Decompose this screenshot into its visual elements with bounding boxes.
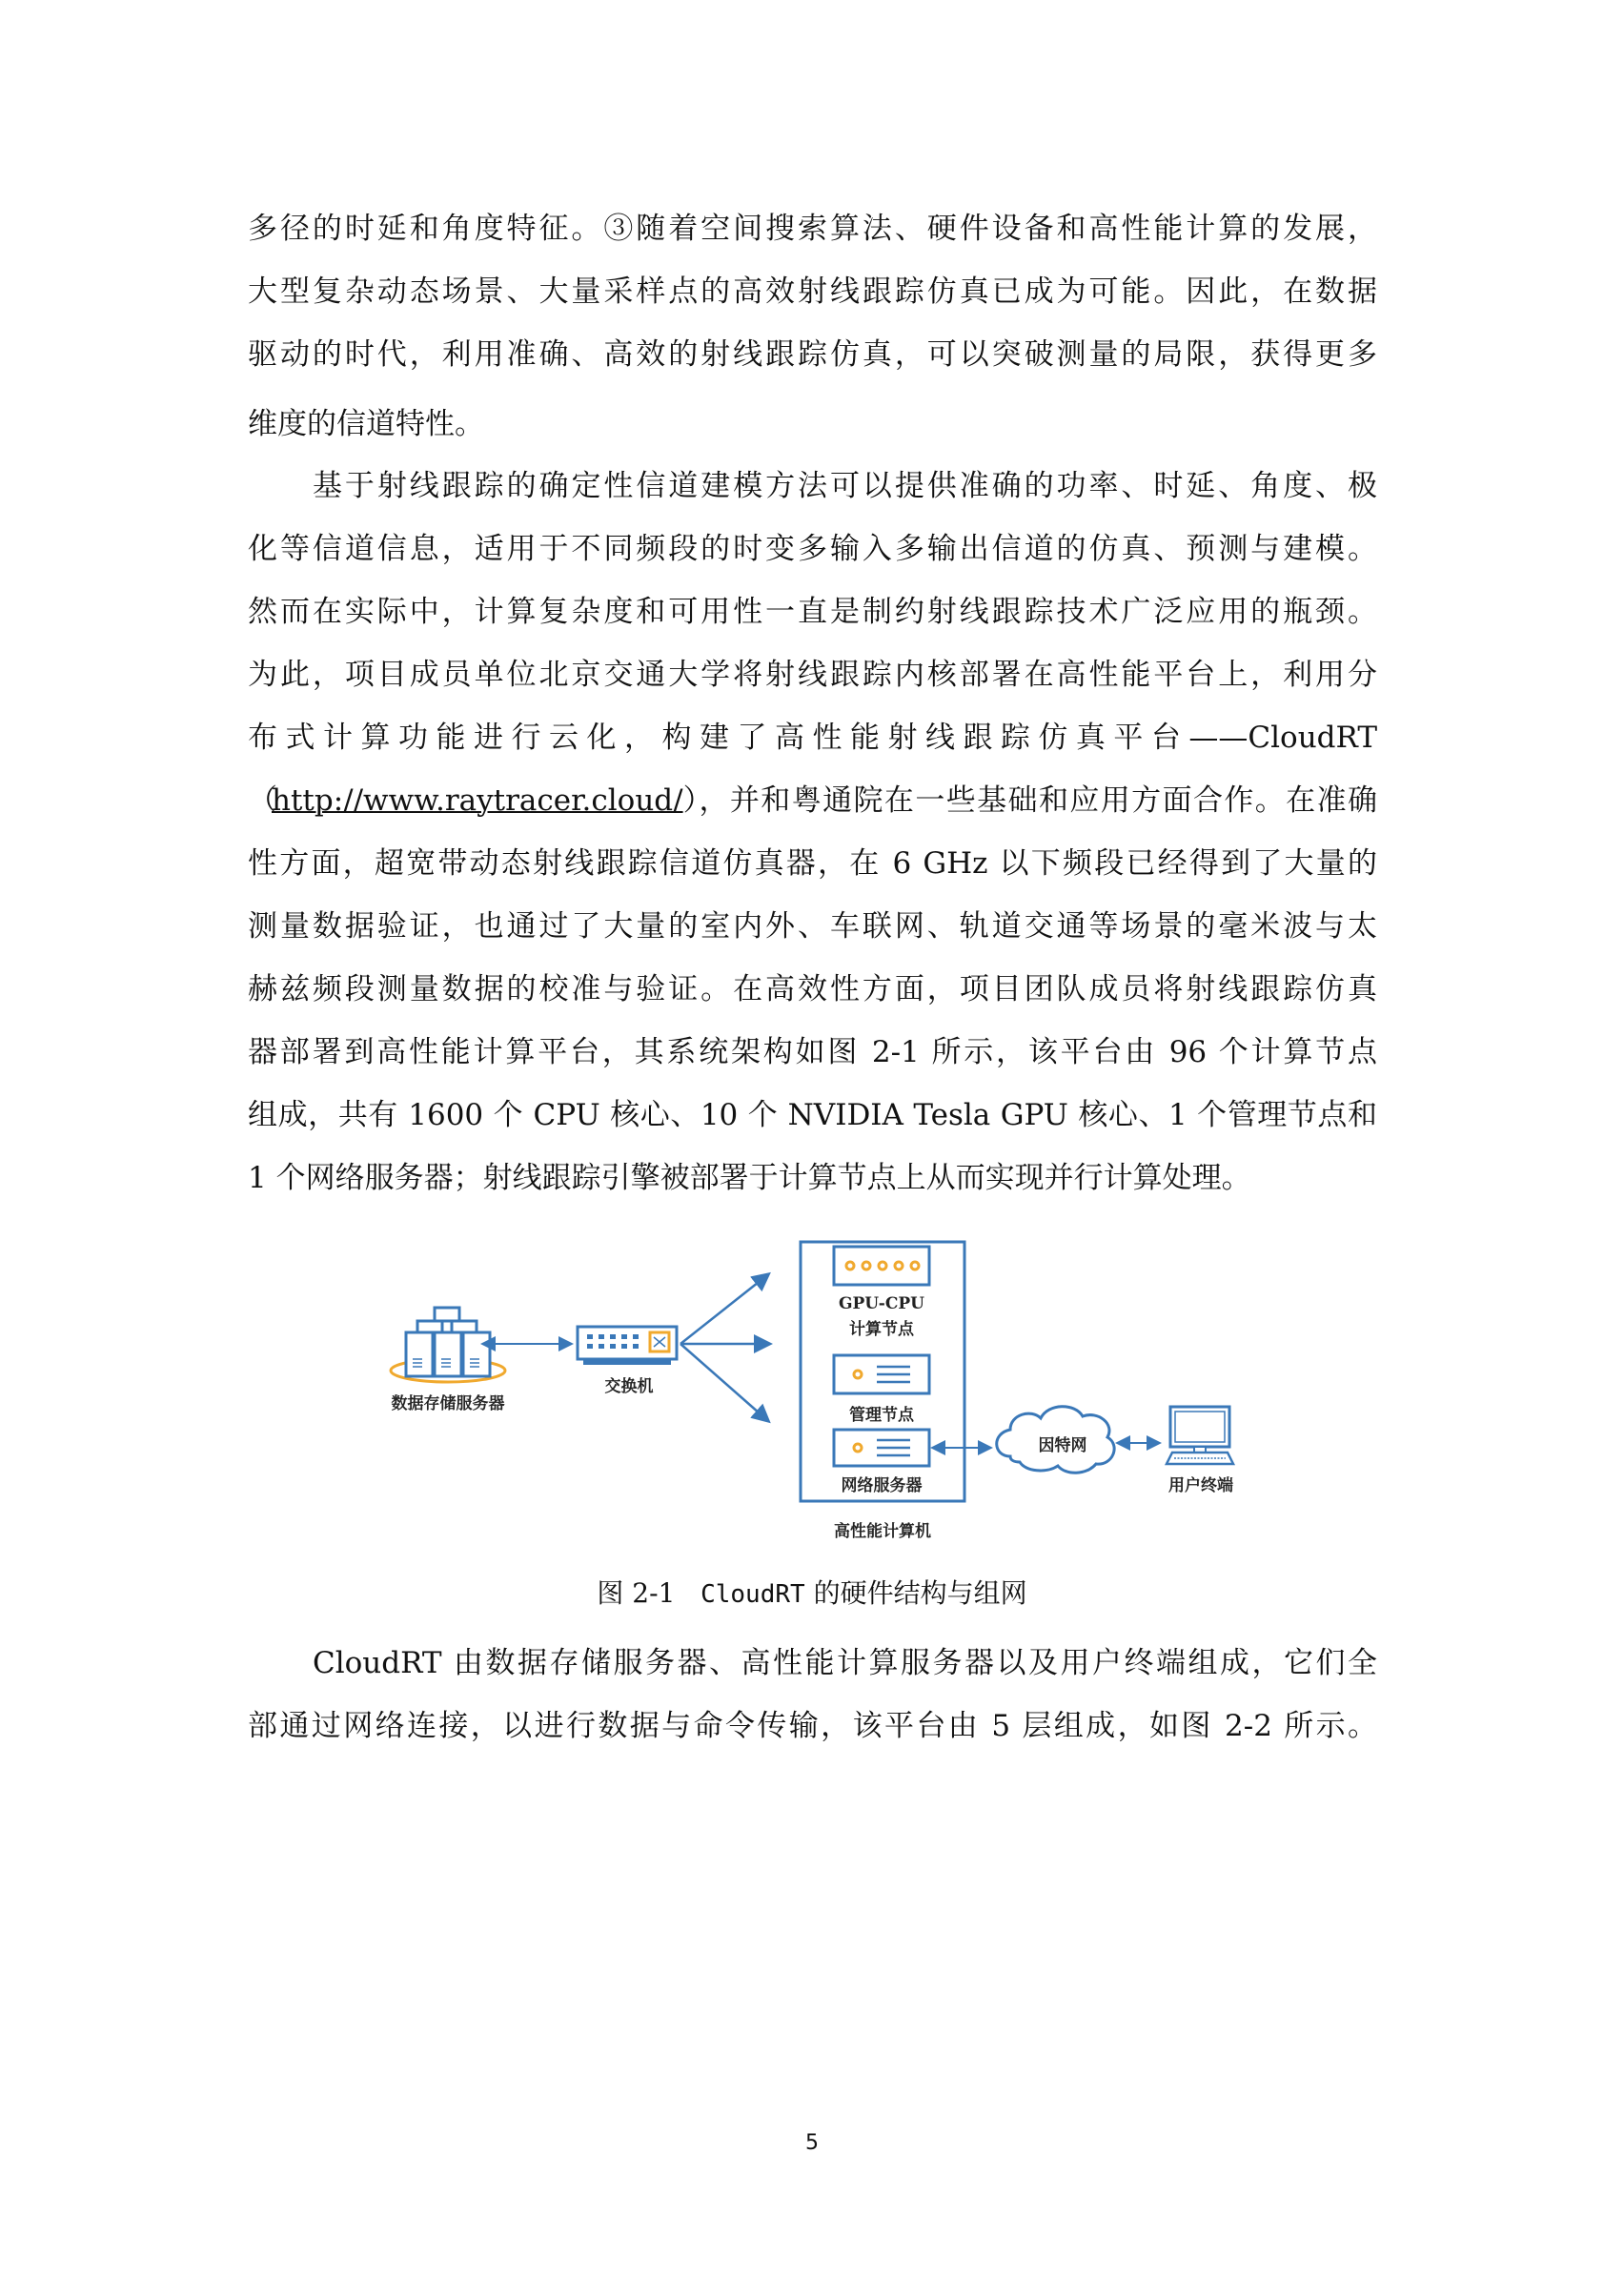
switch-label: 交换机 [604, 1377, 654, 1396]
network-server-label: 网络服务器 [841, 1476, 923, 1495]
network-server-icon [834, 1430, 929, 1466]
paragraph-1-line-4: 维度的信道特性。 [248, 407, 484, 441]
caption-prefix: 图 2-1 [597, 1577, 676, 1609]
gpu-cpu-label-1: GPU-CPU [838, 1294, 925, 1313]
switch-icon [578, 1327, 677, 1365]
page-number: 5 [805, 2131, 819, 2155]
cloudrt-url-link[interactable]: http://www.raytracer.cloud/ [272, 783, 683, 818]
gpu-cpu-node-icon [834, 1247, 929, 1285]
paren-open: （ [248, 783, 277, 818]
internet-label: 因特网 [1038, 1436, 1087, 1455]
caption-suffix: 的硬件结构与组网 [813, 1577, 1027, 1609]
caption-cloudrt: CloudRT [700, 1580, 805, 1609]
paragraph-3-line-2: 部通过网络连接，以进行数据与命令传输，该平台由 5 层组成，如图 2-2 所示。 [248, 1709, 1377, 1743]
paragraph-2-line-7: 性方面，超宽带动态射线跟踪信道仿真器，在 6 GHz 以下频段已经得到了大量的 [248, 846, 1377, 881]
storage-server-label: 数据存储服务器 [391, 1394, 505, 1413]
paragraph-3-line-1: CloudRT 由数据存储服务器、高性能计算服务器以及用户终端组成，它们全 [313, 1646, 1377, 1680]
paragraph-2-line-6-rest: ），并和粤通院在一些基础和应用方面合作。在准确 [682, 783, 1377, 818]
management-node-icon [834, 1355, 929, 1393]
paragraph-2-line-2: 化等信道信息，适用于不同频段的时变多输入多输出信道的仿真、预测与建模。 [248, 532, 1377, 566]
figure-cloudrt-hardware [362, 1229, 1277, 1563]
switch-netserver-link [680, 1344, 767, 1420]
paragraph-2-line-11: 组成，共有 1600 个 CPU 核心、10 个 NVIDIA Tesla GPU 核心、1 个管理节点和 [248, 1098, 1377, 1132]
switch-gpu-link [680, 1275, 767, 1344]
figure-caption [0, 1573, 1624, 1615]
paragraph-1-line-1: 多径的时延和角度特征。③随着空间搜索算法、硬件设备和高性能计算的发展， [248, 212, 1377, 246]
paragraph-2-line-3: 然而在实际中，计算复杂度和可用性一直是制约射线跟踪技术广泛应用的瓶颈。 [248, 595, 1377, 629]
hpc-label: 高性能计算机 [834, 1522, 931, 1541]
paragraph-2-line-4: 为此，项目成员单位北京交通大学将射线跟踪内核部署在高性能平台上，利用分 [248, 658, 1377, 692]
user-terminal-label: 用户终端 [1168, 1476, 1233, 1495]
management-node-label: 管理节点 [849, 1406, 914, 1425]
paragraph-2-line-12: 1 个网络服务器；射线跟踪引擎被部署于计算节点上从而实现并行计算处理。 [248, 1161, 1251, 1195]
paragraph-1-line-2: 大型复杂动态场景、大量采样点的高效射线跟踪仿真已成为可能。因此，在数据 [248, 274, 1377, 309]
user-terminal-icon [1167, 1407, 1233, 1464]
paragraph-2-line-5: 布式计算功能进行云化，构建了高性能射线跟踪仿真平台——CloudRT [248, 721, 1377, 755]
paragraph-1-line-3: 驱动的时代，利用准确、高效的射线跟踪仿真，可以突破测量的局限，获得更多 [248, 337, 1377, 372]
paragraph-2-line-9: 赫兹频段测量数据的校准与验证。在高效性方面，项目团队成员将射线跟踪仿真 [248, 972, 1377, 1006]
gpu-cpu-label-2: 计算节点 [849, 1320, 914, 1339]
paragraph-2-line-10: 器部署到高性能计算平台，其系统架构如图 2-1 所示，该平台由 96 个计算节点 [248, 1035, 1377, 1069]
paragraph-2-line-6 [248, 780, 1377, 822]
paragraph-2-line-8: 测量数据验证，也通过了大量的室内外、车联网、轨道交通等场景的毫米波与太 [248, 909, 1377, 944]
paragraph-2-line-1: 基于射线跟踪的确定性信道建模方法可以提供准确的功率、时延、角度、极 [313, 469, 1377, 503]
